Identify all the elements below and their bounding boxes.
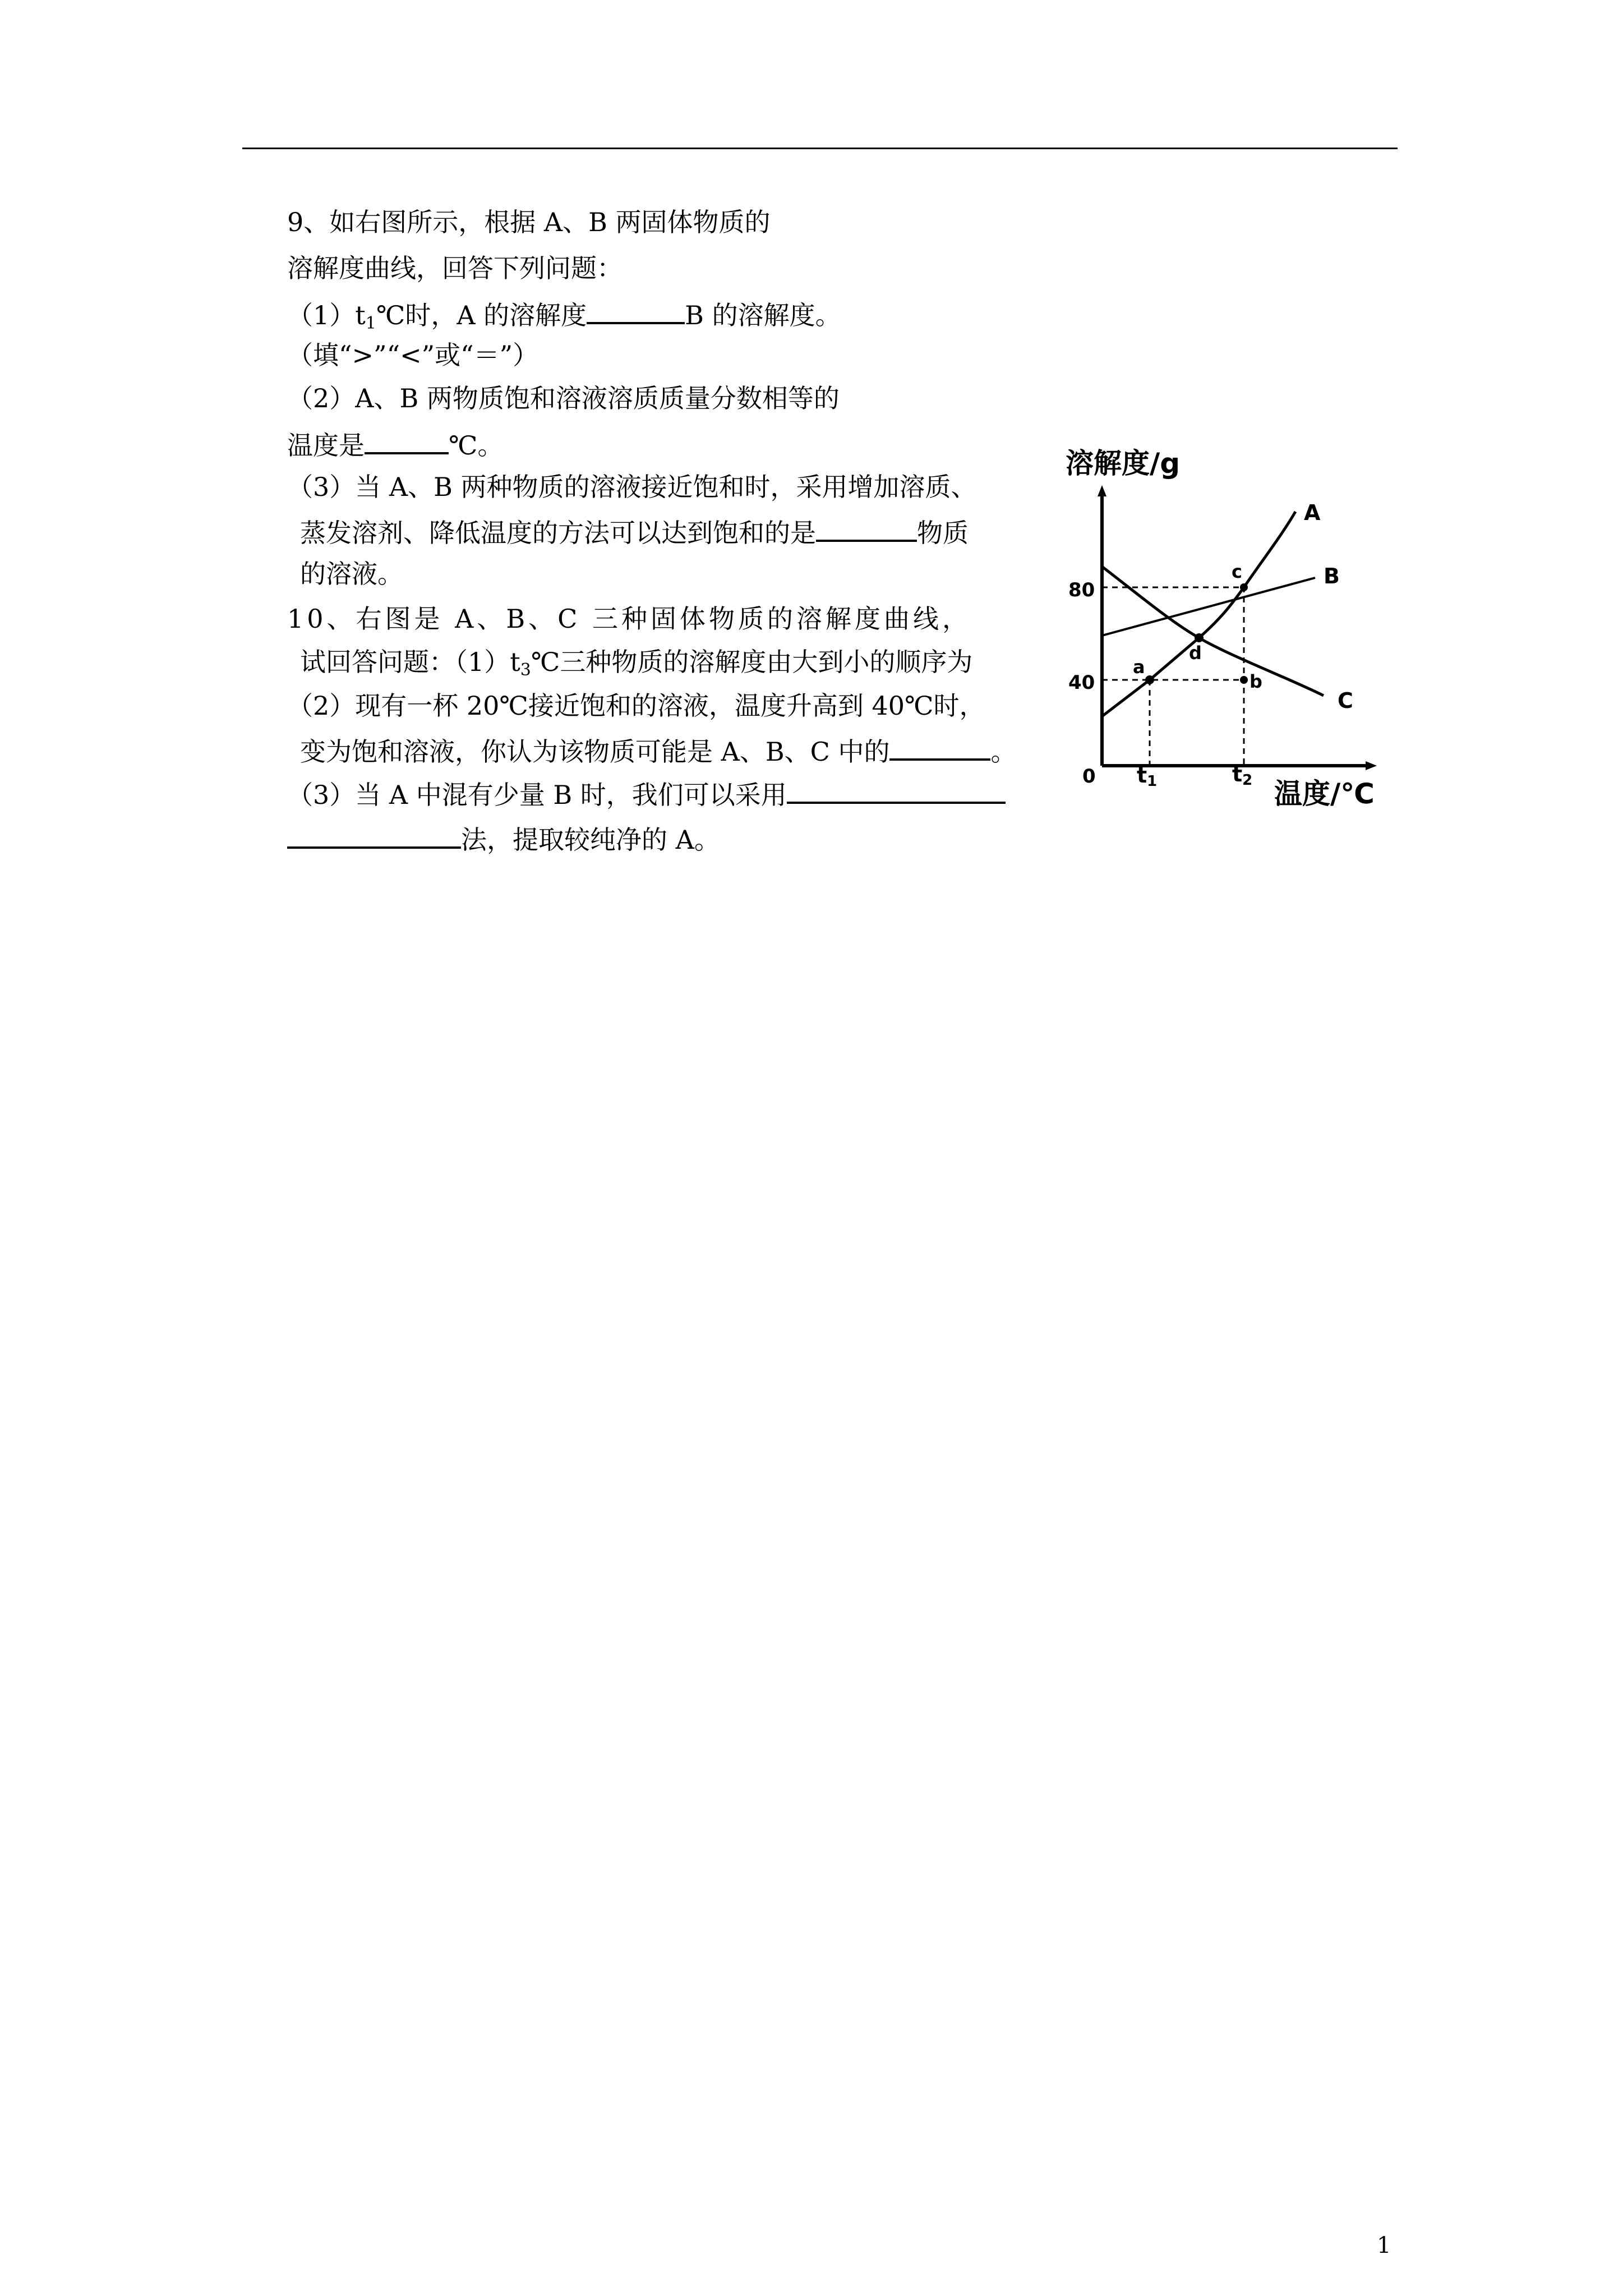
q9-part2-b: 温度是 ℃。 <box>287 427 503 461</box>
y-axis-label: 溶解度/g <box>1066 447 1181 480</box>
q9-line1: 9、如右图所示，根据 A、B 两固体物质的 <box>287 207 771 237</box>
y-tick-40: 40 <box>1068 671 1095 694</box>
x-tick-t1: t1 <box>1137 763 1158 790</box>
q10-part3-a: （3）当 A 中混有少量 B 时，我们可以采用 <box>287 777 1006 811</box>
q9-part3-a: （3）当 A、B 两种物质的溶液接近饱和时，采用增加溶质、 <box>287 472 977 502</box>
guide-ab <box>1102 680 1244 766</box>
answer-blank[interactable] <box>787 777 1006 804</box>
curve-label-a: A <box>1304 500 1321 525</box>
y-tick-80: 80 <box>1068 579 1095 601</box>
q9-part1: $(1)t_1℃$时，A 的溶解度 B 的溶解度。 <box>287 297 841 339</box>
q9-part3-b: 蒸发溶剂、降低温度的方法可以达到饱和的是 物质 <box>300 515 969 549</box>
point-b <box>1240 676 1248 684</box>
point-d <box>1195 633 1204 642</box>
point-label-a: a <box>1133 656 1145 678</box>
origin-label: 0 <box>1082 765 1096 788</box>
point-label-d: d <box>1189 642 1202 664</box>
q9-part2-a: （2）A、B 两物质饱和溶液溶质质量分数相等的 <box>287 383 840 413</box>
point-c <box>1240 583 1248 591</box>
x-axis-label: 温度/℃ <box>1274 777 1375 810</box>
page-number: 1 <box>1377 2233 1391 2258</box>
q10-part1: 试回答问题：$(1)t_3℃$三种物质的溶解度由大到小的顺序为 <box>300 647 973 680</box>
q9-hint: （填“>”“<”或“＝”） <box>287 340 539 370</box>
point-label-b: b <box>1249 671 1262 692</box>
curve-label-c: C <box>1338 688 1353 713</box>
header-rule <box>242 148 1398 149</box>
q10-part3-b: 法，提取较纯净的 A。 <box>287 822 720 855</box>
answer-blank[interactable] <box>287 822 461 849</box>
curve-b <box>1102 578 1315 636</box>
q10-part2-a: （2）现有一杯 20℃接近饱和的溶液，温度升高到 40℃时， <box>287 691 985 721</box>
solubility-curve-figure <box>1054 432 1402 825</box>
x-tick-t2: t2 <box>1232 762 1253 789</box>
answer-blank[interactable] <box>587 297 685 324</box>
curve-label-b: B <box>1324 564 1340 588</box>
point-label-c: c <box>1232 561 1242 582</box>
curve-a <box>1102 512 1295 716</box>
q10-part2-b: 变为饱和溶液，你认为该物质可能是 A、B、C 中的 。 <box>300 734 1016 767</box>
answer-blank[interactable] <box>889 734 990 761</box>
answer-blank[interactable] <box>365 427 449 454</box>
q9-line2: 溶解度曲线，回答下列问题： <box>287 253 623 283</box>
q9-part3-c: 的溶液。 <box>300 559 403 589</box>
answer-blank[interactable] <box>816 515 917 542</box>
point-a <box>1145 675 1154 684</box>
q10-line1: 10、右图是 A、B、C 三种固体物质的溶解度曲线， <box>287 604 971 634</box>
